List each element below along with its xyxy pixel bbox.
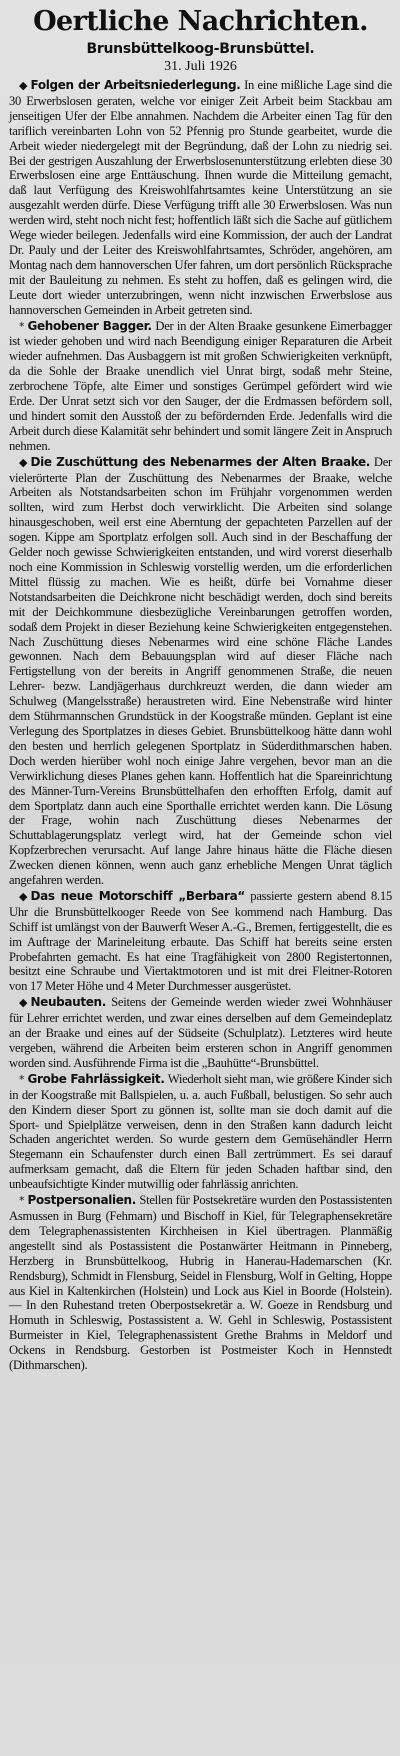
bullet-diamond-icon: ◆ <box>19 455 28 469</box>
article-heading: Neubauten. <box>30 995 106 1010</box>
article-heading: Das neue Motorschiff „Berbara“ <box>30 888 245 903</box>
article-neubauten <box>9 995 392 1071</box>
article-body: Der in der Alten Braake gesunkene Eimerbagger ist wieder gehoben und wird nach Beendigung einiger Reparaturen die Arbeit wieder aufnehmen. Das Ausbaggern ist mit großen Schwierigkeiten verknüpft, da die Sohle der Braake unendlich viel Unrat birgt, sodaß mehr Steine, zerbrochene Töpfe, alte Eimer und sonstiges Gerümpel gefördert wird wie Erde. Der Unrat setzt sich vor den Sauger, der die Erdmassen befördern soll, und hindert somit den Ausstoß der zu befördernden Erde. Jedenfalls wird die Arbeit durch diese Kalamität sehr behindert und somit längere Zeit in Anspruch nehmen. <box>9 318 392 453</box>
bullet-diamond-icon: ◆ <box>19 79 28 92</box>
article-heading: Die Zuschüttung des Nebenarmes der Alten Braake. <box>30 454 371 469</box>
bullet-diamond-icon: ◆ <box>19 889 28 903</box>
article-fahrlaessigkeit <box>9 1072 392 1192</box>
article-motorschiff <box>9 889 392 994</box>
bullet-asterisk-icon: * <box>19 1072 25 1086</box>
article-postpersonalien <box>9 1193 392 1373</box>
article-bagger <box>9 319 392 454</box>
dateline: 31. Juli 1926 <box>164 59 237 74</box>
locality-heading: Brunsbüttelkoog-Brunsbüttel. <box>86 41 315 57</box>
article-heading: Grobe Fahrlässigkeit. <box>27 1071 165 1086</box>
section-masthead: Oertliche Nachrichten. <box>33 6 368 37</box>
bullet-diamond-icon: ◆ <box>19 996 28 1010</box>
article-body: In eine mißliche Lage sind die 30 Erwerbslosen geraten, welche vor einiger Zeit Arbeit beim Stackbau am jenseitigen Ufer der Elbe annahmen. Nachdem die Arbeiter einen Tag für den tariflich vereinbarten Lohn von 52 Pfennig pro Stunde gearbeitet, wurde die Arbeit wieder niedergelegt mit der Begründung, daß der Lohn zu niedrig sei. Bei der gestrigen Auszahlung der Erwerbslosenunterstützung erlebten diese 30 Erwerbslosen eine arge Enttäuschung. Ihnen wurde die Mitteilung gemacht, daß laut Verfügung des Kreiswohlfahrtsamtes keine Unterstützung an sie ausgezahlt werden dürfe. Diese Verfügung trifft alle 30 Erwerbslosen. Was nun werden wird, steht noch nicht fest; hoffentlich läßt sich die Sache auf gütlichem Wege wieder beilegen. Jedenfalls wird eine Kommission, der auch der Landrat Dr. Pauly und der Leiter des Kreiswohlfahrtsamtes, Schröder, angehören, am Montag nach dem hannoverschen Ufer fahren, um dort persönlich Rücksprache mit der Bauleitung zu nehmen. Es steht zu hoffen, daß es gelingen wird, die Leute dort wieder unterzubringen, wenn nicht inzwischen Erwerbslose aus hannoverschen Gemeinden in Arbeit getreten sind. <box>9 78 392 317</box>
article-arbeitsniederlegung <box>9 78 392 318</box>
article-body: Der vielerörterte Plan der Zuschüttung des Nebenarmes der Braake, welche Arbeiten als Notstandsarbeiten schon im Frühjahr vorgenommen werden sollten, wird zum Herbst doch verwirklicht. Die Arbeiten sind solange hinausgeschoben, weil erst eine Aberntung der gepachteten Parzellen auf der sogen. Kippe am Sportplatz erfolgen soll. Auch sind in der Beschaffung der Gelder noch gewisse Schwierigkeiten entstanden, und wird vorerst dieserhalb noch eine Kommission in Schleswig vorstellig werden, um die erforderlichen Mittel flüssig zu machen. Wie es heißt, dürfe bei Vornahme dieser Notstandsarbeiten die Deichkrone nicht beschädigt werden, doch sind bereits mit der Deichkommune diesbezügliche Vereinbarungen getroffen worden, sodaß dem Projekt in dieser Beziehung keine Schwierigkeiten entgegenstehen. Nach Zuschüttung dieses Nebenarmes wird eine schöne Fläche Landes gewonnen. Nach dem Bebauungsplan wird auf dieser Fläche nach Fertigstellung von der bereits in Angriff genommenen Straße, die neuen Lehrer- bezw. Landjägerhaus durchkreuzt werden, die dann wieder am Schulweg (Mangelsstraße) heraustreten wird. Eine Nebenstraße wird hinter dem Stührmannschen Grundstück in der Koogstraße münden. Geplant ist eine Verlegung des Sportplatzes in dieses Gebiet. Brunsbüttelkoog hätte dann wohl den besten und herrlich gelegenen Sportplatz in Süderdithmarschen haben. Doch werden hierüber wohl noch einige Jahre vergehen, bevor man an die Verwirklichung dieses Planes gehen kann. Hoffentlich hat die Spareinrichtung des Männer-Turn-Vereins Brunsbüttelhafen den erhofften Erfolg, damit auf dem Sportplatz dann auch eine Sporthalle errichtet werden kann. Die Lösung der Frage, wohin nach Zuschüttung dieses Nebenarmes der Schuttablagerungsplatz verlegt wird, hat der Gemeinde schon viel Kopfzerbrechen verursacht. Auf lange Jahre hinaus hätte die Fläche diesen Zwecken dienen können, wenn auch ganz erhebliche Mengen Unrat täglich angefahren werden. <box>9 454 392 888</box>
article-zuschuettung <box>9 455 392 888</box>
article-body: passierte gestern abend 8.15 Uhr die Brunsbüttelkooger Reede von See kommend nach Hamburg. Das Schiff ist umlängst von der Bauwerft Weser A.-G., Bremen, fertiggestellt, die es im Auftrage der Marineleitung erbaute. Das Schiff hat bereits seine ersten Probefahrten gemacht. Es hat eine Tragfähigkeit von 2800 Registertonnen, besitzt eine Schraube und Viertaktmotoren und ist mit drei Fleitner-Rotoren von 17 Meter Höhe und 4 Meter Durchmesser ausgerüstet. <box>9 888 392 994</box>
article-heading: Postpersonalien. <box>27 1193 136 1208</box>
bullet-asterisk-icon: * <box>19 1194 25 1208</box>
article-body: Wiederholt sieht man, wie größere Kinder sich in der Koogstraße mit Ballspielen, u. a. auch Fußball, belustigen. So sehr auch den Kindern dieser Sport zu gönnen ist, sollte man sie doch damit auf die Sport- und Spielplätze verweisen, denn in den Straßen kann dadurch leicht Schaden angerichtet werden. So wurde gestern dem Gemüsehändler Herrn Stegemann ein Schaufenster durch einen Ball zertrümmert. Es sei darauf aufmerksam gemacht, daß die Eltern für jeden Schaden haftbar sind, den unbeaufsichtigte Kinder mutwillig oder fahrlässig anrichten. <box>9 1071 392 1192</box>
article-body: Seitens der Gemeinde werden wieder zwei Wohnhäuser für Lehrer errichtet werden, und zwar eines derselben auf dem Gemeindeplatz an der Braake und eines auf der Südseite (Schulplatz). Letzteres wird heute vergeben, während die Arbeiten beim ersteren schon in Angriff genommen worden sind. Ausführende Firma ist die „Bauhütte“-Brunsbüttel. <box>9 995 392 1070</box>
article-body: Stellen für Postsekretäre wurden den Postassistenten Asmussen in Burg (Fehmarn) und Bischoff in Kiel, für Telegraphensekretäre dem Telegraphenassistenten Kirchheisen in Kiel übertragen. Planmäßig angestellt sind als Postassistent die Postanwärter Heitmann in Pinneberg, Herzberg in Brunsbüttelkoog, Hubrig in Hanerau-Hademarschen (Kr. Rendsburg), Schmidt in Flensburg, Seidel in Flensburg, Wolf in Gelting, Hoppe aus Kiel in Kaltenkirchen (Holstein) und Lock aus Kiel in Boorde (Holstein). — In den Ruhestand treten Oberpostsekretär a. W. Goeze in Rendsburg und Homuth in Schleswig, Postassistent a. W. Gehl in Schleswig, Postassistent Burmeister in Kiel, Telegraphenassistent Grethe Brahms in Meldorf und Ockens in Rendsburg. Gestorben ist Postmeister Koch in Hennstedt (Dithmarschen). <box>9 1193 393 1373</box>
bullet-asterisk-icon: * <box>19 319 25 333</box>
article-heading: Folgen der Arbeitsniederlegung. <box>30 78 241 92</box>
article-heading: Gehobener Bagger. <box>27 318 152 333</box>
